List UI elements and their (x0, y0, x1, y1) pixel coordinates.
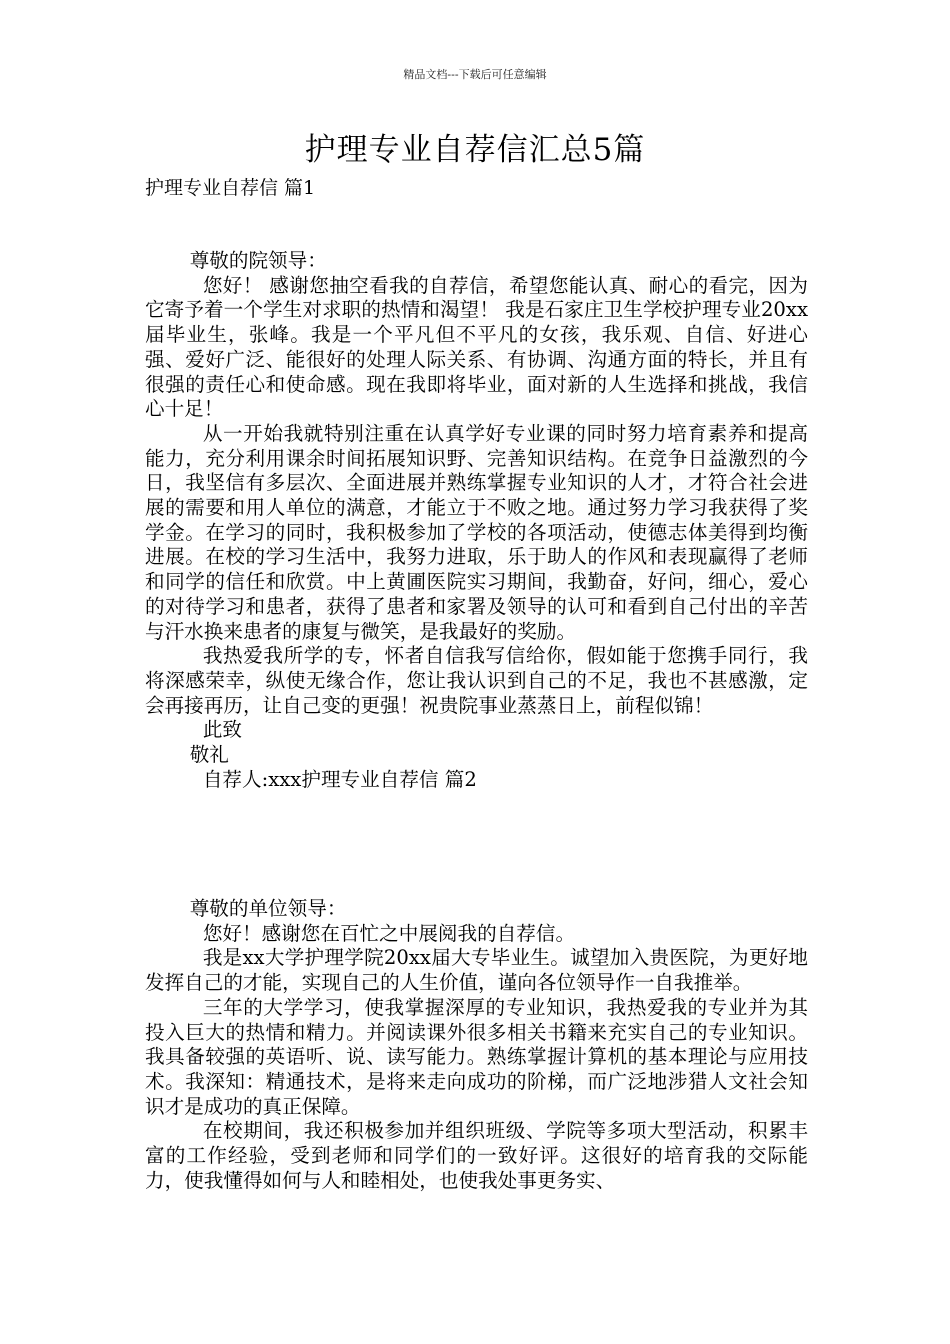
letter1-signature: 自荐人:xxx护理专业自荐信 篇2 (202, 767, 477, 791)
section-heading-1: 护理专业自荐信 篇1 (145, 177, 316, 199)
letter-1 (145, 249, 808, 792)
letter2-paragraph-4: 在校期间，我还积极参加并组织班级、学院等多项大型活动，积累丰富的工作经验，受到老师和同学们的一致好评。这很好的培育我的交际能力，使我懂得如何与人和睦相处，也使我处事更务实、 (145, 1119, 808, 1192)
letter2-salutation: 尊敬的单位领导： (189, 897, 347, 920)
letter1-paragraph-1: 您好！ 感谢您抽空看我的自荐信，希望您能认真、耐心的看完，因为它寄予着一个学生对求职的热情和渴望！ 我是石家庄卫生学校护理专业20xx届毕业生，张峰。我是一个平凡但不平凡的女孩，我乐观、自信、好进心强、爱好广泛、能很好的处理人际关系、有协调、沟通方面的特长，并且有很强的责任心和使命感。现在我即将毕业，面对新的人生选择和挑战，我信心十足！ (145, 273, 808, 421)
letter1-paragraph-3: 我热爱我所学的专，怀者自信我写信给你，假如能于您携手同行，我将深感荣幸，纵使无缘合作，您让我认识到自己的不足，我也不甚感激，定会再接再历，让自己变的更强！祝贵院事业蒸蒸日上，前程似锦！ (145, 644, 808, 717)
page-header-note: 精品文档---下载后可任意编辑 (403, 68, 547, 81)
letter1-paragraph-2: 从一开始我就特别注重在认真学好专业课的同时努力培育素养和提高能力，充分利用课余时间拓展知识野、完善知识结构。在竞争日益激烈的今日，我坚信有多层次、全面进展并熟练掌握专业知识的人才，才符合社会进展的需要和用人单位的满意，才能立于不败之地。通过努力学习我获得了奖学金。在学习的同时，我积极参加了学校的各项活动，使德志体美得到均衡进展。在校的学习生活中，我努力进取，乐于助人的作风和表现赢得了老师和同学的信任和欣赏。中上黄圃医院实习期间，我勤奋，好问，细心，爱心的对待学习和患者，获得了患者和家署及领导的认可和看到自己付出的辛苦与汗水换来患者的康复与微笑，是我最好的奖励。 (145, 421, 808, 643)
letter1-closing-2: 敬礼 (189, 743, 229, 767)
letter1-closing-1: 此致 (202, 718, 242, 742)
letter1-salutation: 尊敬的院领导： (189, 249, 327, 272)
letter-2 (145, 897, 808, 1193)
document-title: 护理专业自荐信汇总5篇 (304, 132, 646, 168)
letter2-paragraph-3: 三年的大学学习，使我掌握深厚的专业知识，我热爱我的专业并为其投入巨大的热情和精力。并阅读课外很多相关书籍来充实自己的专业知识。我具备较强的英语听、说、读写能力。熟练掌握计算机的基本理论与应用技术。我深知：精通技术，是将来走向成功的阶梯，而广泛地涉猎人文社会知识才是成功的真正保障。 (145, 995, 808, 1118)
letter2-paragraph-1: 您好！感谢您在百忙之中展阅我的自荐信。 (202, 921, 576, 945)
letter2-paragraph-2: 我是xx大学护理学院20xx届大专毕业生。诚望加入贵医院，为更好地发挥自己的才能，实现自己的人生价值，谨向各位领导作一自我推举。 (145, 946, 808, 995)
